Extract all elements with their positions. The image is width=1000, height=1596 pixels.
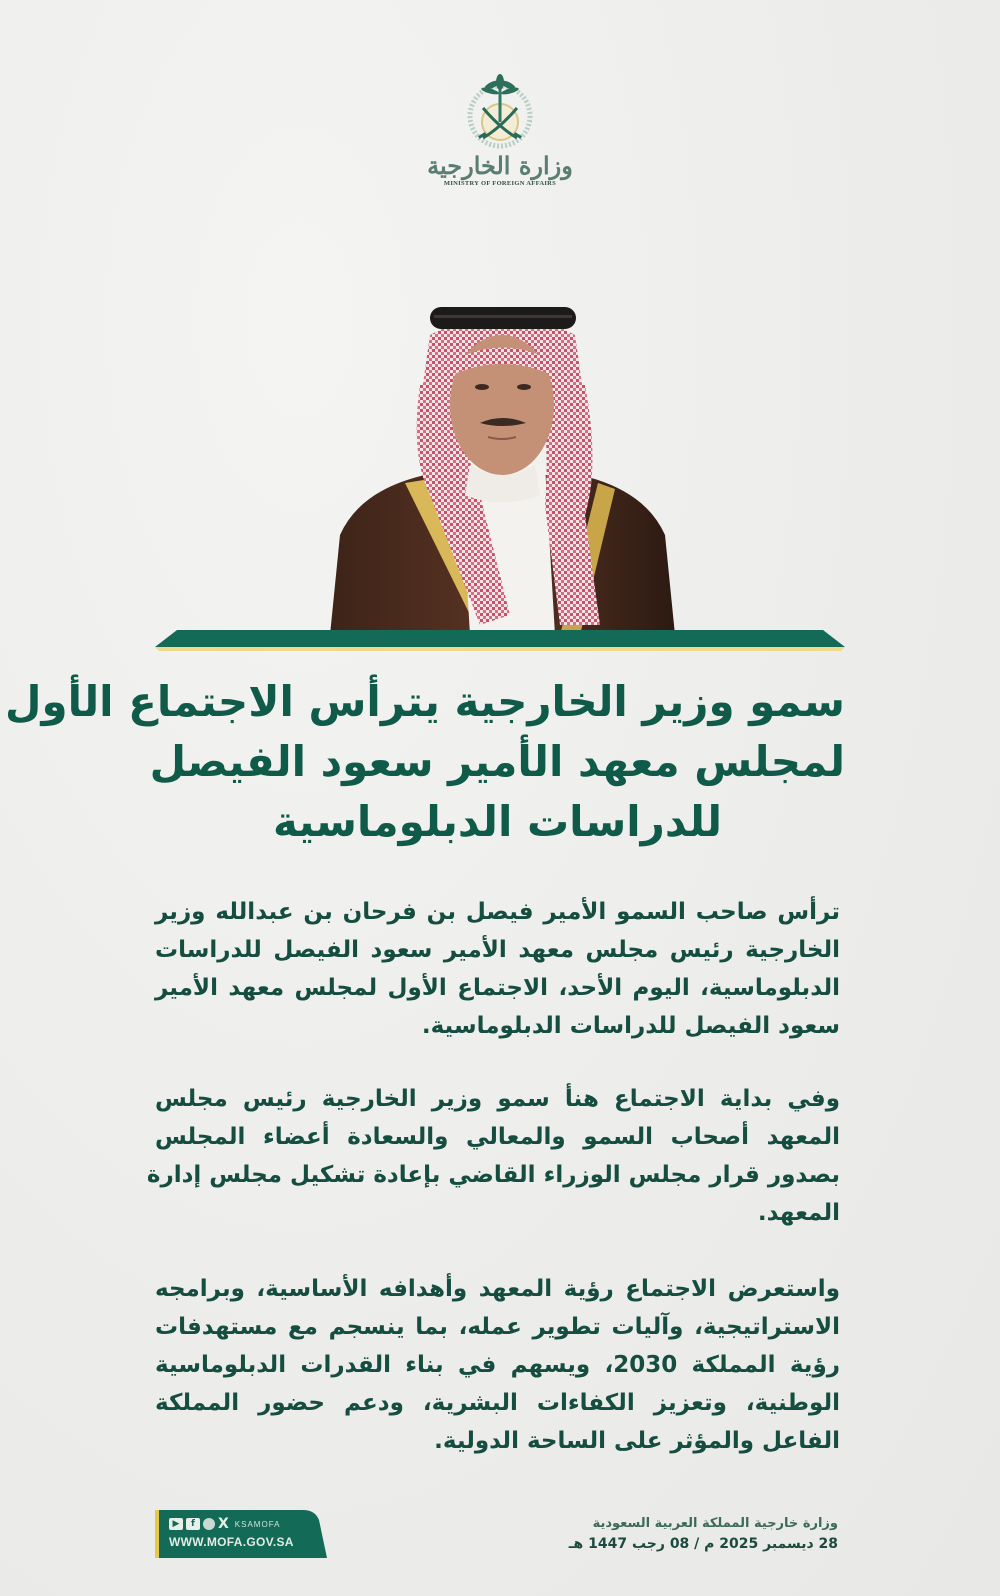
x-icon[interactable]: X xyxy=(218,1516,229,1532)
paragraph-line: رؤية المملكة 2030، ويسهم في بناء القدرات الدبلوماسية xyxy=(155,1352,840,1378)
headline-line-2: لمجلس معهد الأمير سعود الفيصل xyxy=(149,737,845,786)
paragraph-line: وفي بداية الاجتماع هنأ سمو وزير الخارجية رئيس مجلس xyxy=(155,1086,840,1112)
paragraph-line: الفاعل والمؤثر على الساحة الدولية. xyxy=(434,1428,840,1454)
paragraph-line: الدبلوماسية، اليوم الأحد، الاجتماع الأول لمجلس معهد الأمير xyxy=(155,975,840,1001)
social-handle: KSAMOFA xyxy=(234,1519,281,1529)
divider-bar xyxy=(155,630,845,652)
paragraph-line: سعود الفيصل للدراسات الدبلوماسية. xyxy=(421,1013,840,1039)
headline xyxy=(5,672,845,852)
footer-signature xyxy=(500,1514,838,1554)
logo-arabic-text: وزارة الخارجية xyxy=(427,151,573,180)
paragraph-line: المعهد. xyxy=(757,1200,840,1226)
paragraph-line: واستعرض الاجتماع رؤية المعهد وأهدافه الأساسية، وبرامجه xyxy=(155,1276,840,1302)
social-badge[interactable] xyxy=(155,1510,327,1558)
paragraph-line: المعهد أصحاب السمو والمعالي والسعادة أعضاء المجلس xyxy=(155,1124,840,1150)
youtube-icon[interactable]: ▶ xyxy=(169,1518,183,1530)
website-link[interactable]: WWW.MOFA.GOV.SA xyxy=(169,1535,294,1549)
saudi-palm-swords-emblem-icon xyxy=(455,72,545,150)
headline-line-3: للدراسات الدبلوماسية xyxy=(272,797,723,846)
paragraph-1 xyxy=(155,893,840,1045)
paragraph-line: بصدور قرار مجلس الوزراء القاضي بإعادة تشكيل مجلس إدارة xyxy=(146,1162,840,1188)
paragraph-line: ترأس صاحب السمو الأمير فيصل بن فرحان بن عبدالله وزير xyxy=(155,899,840,925)
headline-line-1: سمو وزير الخارجية يترأس الاجتماع الأول xyxy=(5,677,845,726)
ministry-logo xyxy=(420,72,580,212)
paragraph-line: الخارجية رئيس مجلس معهد الأمير سعود الفيصل للدراسات xyxy=(155,937,840,963)
paragraph-2 xyxy=(146,1080,840,1232)
paragraph-line: الوطنية، وتعزيز الكفاءات البشرية، ودعم حضور المملكة xyxy=(155,1390,840,1416)
footer-date: 28 ديسمبر 2025 م / 08 رجب 1447 هـ xyxy=(568,1536,838,1552)
instagram-icon[interactable] xyxy=(203,1518,215,1530)
portrait-photo xyxy=(330,295,675,635)
social-icons-row xyxy=(169,1516,280,1532)
paragraph-3 xyxy=(155,1270,840,1460)
paragraph-line: الاستراتيجية، وآليات تطوير عمله، بما ينسجم مع مستهدفات xyxy=(155,1314,840,1340)
logo-english-text: MINISTRY OF FOREIGN AFFAIRS xyxy=(443,180,557,187)
facebook-icon[interactable]: f xyxy=(186,1518,200,1530)
footer-organization: وزارة خارجية المملكة العربية السعودية xyxy=(592,1516,838,1531)
